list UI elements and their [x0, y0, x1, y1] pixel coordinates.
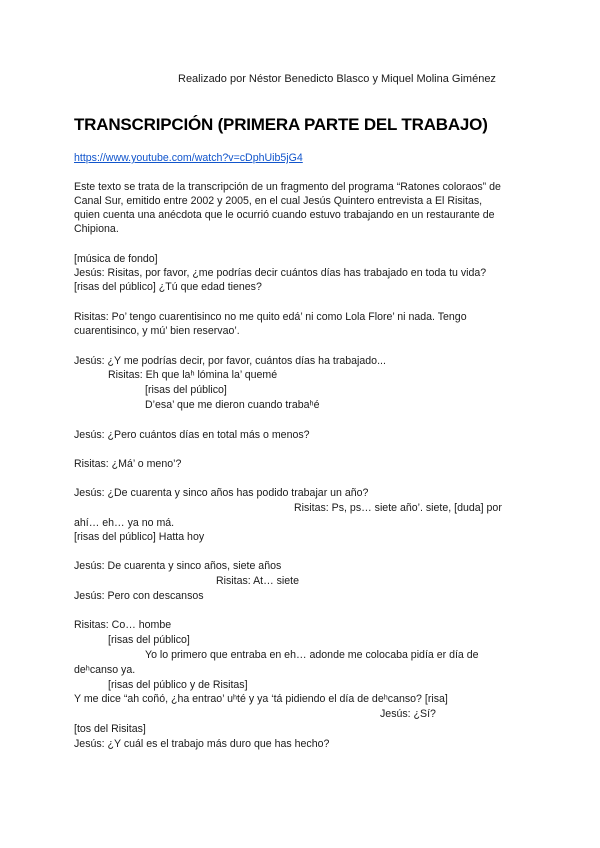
transcript-line: Yo lo primero que entraba en eh… adonde me colocaba pidía er día de	[145, 649, 479, 661]
transcript-line: Risitas: Ps, ps… siete año’. siete, [duda] por	[294, 502, 502, 514]
youtube-link[interactable]: https://www.youtube.com/watch?v=cDphUib5jG4	[74, 152, 303, 164]
document-title: TRANSCRIPCIÓN (PRIMERA PARTE DEL TRABAJO)	[74, 115, 488, 134]
transcript-line: deʰcanso ya.	[74, 664, 136, 676]
intro-line: quien cuenta una anécdota que le ocurrió cuando estuvo trabajando en un restaurante de	[74, 209, 495, 221]
transcript-line: Jesús: Risitas, por favor, ¿me podrías decir cuántos días has trabajado en toda tu vida?	[74, 267, 487, 279]
transcript-line: [risas del público]	[145, 384, 227, 396]
transcript-line: Risitas: Po’ tengo cuarentisinco no me quito edá’ ni como Lola Flore’ ni nada. Tengo	[74, 311, 467, 323]
transcript-line: [risas del público] Hatta hoy	[74, 531, 205, 543]
transcript-line: Jesús: ¿De cuarenta y sinco años has podido trabajar un año?	[74, 487, 369, 499]
transcript-line: Risitas: At… siete	[216, 575, 300, 587]
transcript-line: Jesús: ¿Sí?	[380, 708, 436, 720]
transcript-line: [música de fondo]	[74, 253, 158, 265]
transcript-line: Jesús: ¿Pero cuántos días en total más o menos?	[74, 429, 310, 441]
transcript-line: cuarentisinco, y mú’ bien reservao’.	[74, 325, 240, 337]
transcript-line: Jesús: ¿Y me podrías decir, por favor, cuántos días ha trabajado...	[74, 355, 386, 367]
transcript-line: Jesús: ¿Y cuál es el trabajo más duro que has hecho?	[74, 738, 330, 750]
intro-line: Canal Sur, emitido entre 2002 y 2005, en el cual Jesús Quintero entrevista a El Risitas,	[74, 195, 483, 207]
transcript-line: Risitas: Eh que laʰ lómina la’ quemé	[108, 369, 278, 381]
transcript-line: Risitas: Co… hombe	[74, 619, 172, 631]
transcript-line: Y me dice “ah coñó, ¿ha entrao’ uʰté y ya ‘tá pidiendo el día de deʰcanso? [risa]	[74, 693, 448, 705]
transcript-line: [tos del Risitas]	[74, 723, 146, 735]
author-line: Realizado por Néstor Benedicto Blasco y Miquel Molina Giménez	[178, 73, 496, 85]
transcript-line: [risas del público] ¿Tú que edad tienes?	[74, 281, 262, 293]
transcript-line: [risas del público y de Risitas]	[108, 679, 248, 691]
transcript-line: [risas del público]	[108, 634, 190, 646]
transcript-line: Jesús: De cuarenta y sinco años, siete años	[74, 560, 282, 572]
transcript-line: D’esa’ que me dieron cuando trabaʰé	[145, 399, 320, 411]
transcript-line: Jesús: Pero con descansos	[74, 590, 204, 602]
intro-line: Chipiona.	[74, 223, 119, 235]
intro-line: Este texto se trata de la transcripción de un fragmento del programa “Ratones coloraos” de	[74, 181, 501, 193]
transcript-line: ahí… eh… ya no má.	[74, 517, 175, 529]
transcript-line: Risitas: ¿Má’ o meno’?	[74, 458, 182, 470]
